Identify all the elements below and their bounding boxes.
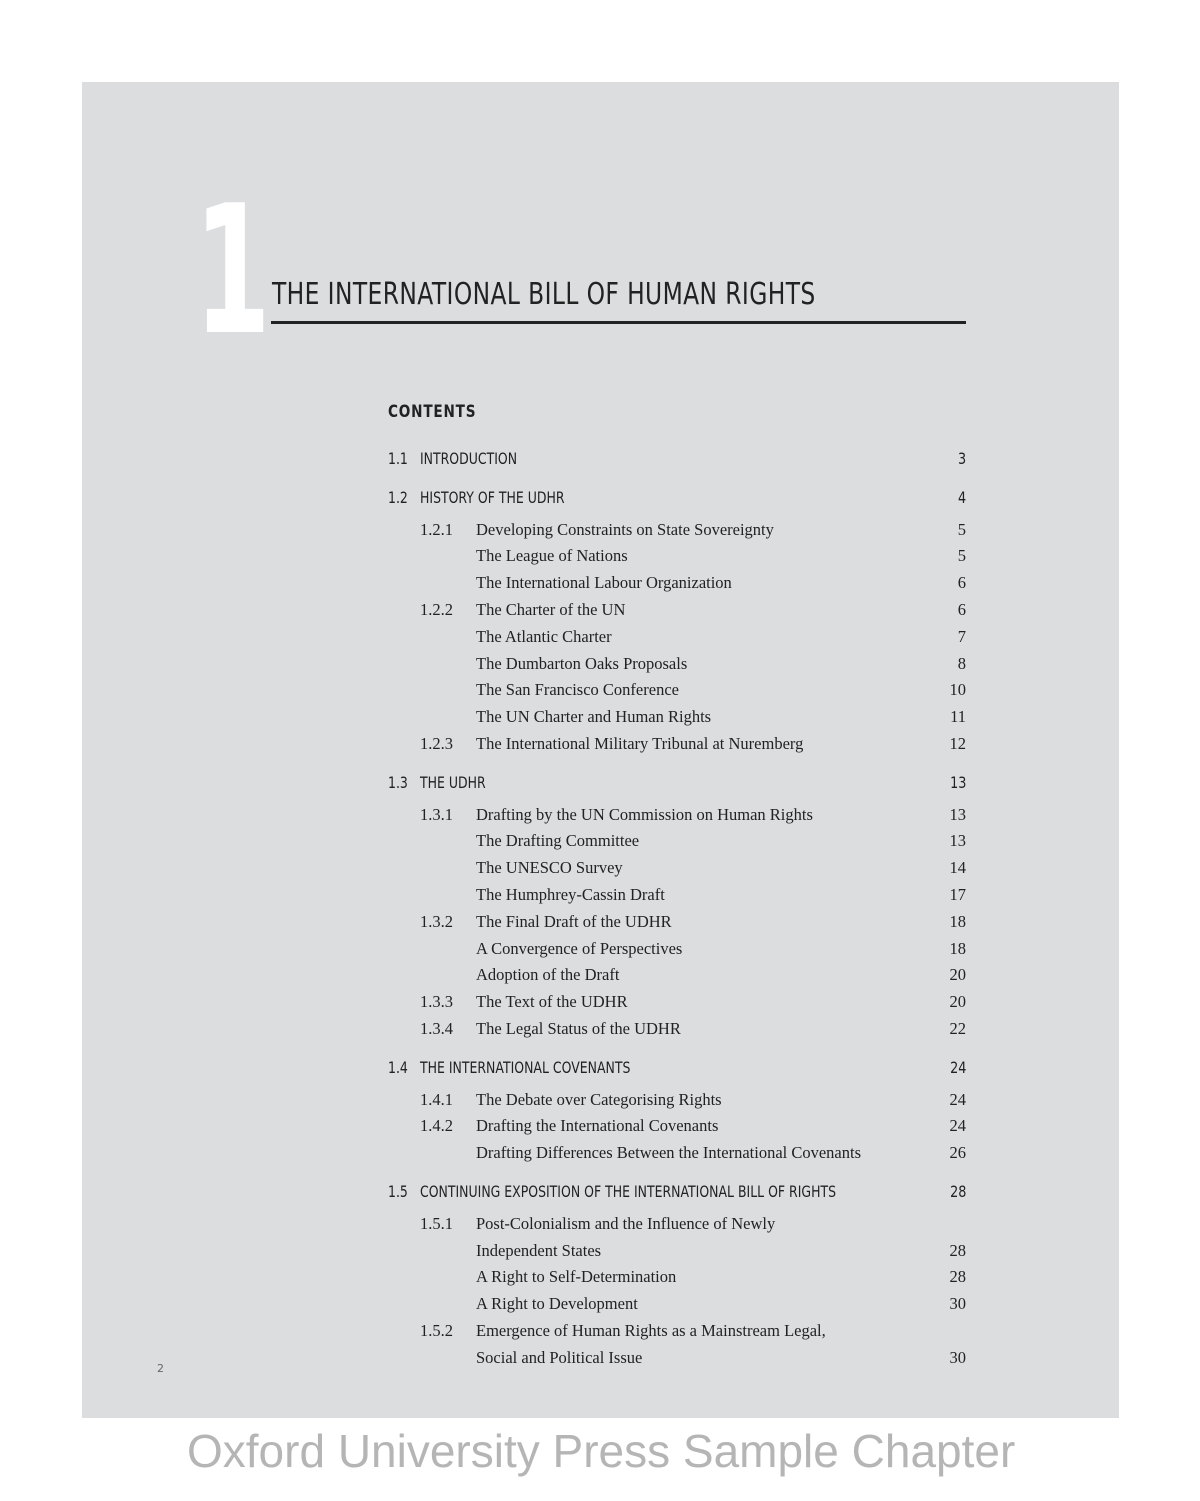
- toc-subsection-entry: [388, 1318, 966, 1345]
- entry-page: 6: [957, 599, 966, 619]
- entry-number: 1.4.1: [420, 1089, 453, 1109]
- entry-page: 30: [949, 1294, 966, 1314]
- toc-subsection-entry: [388, 624, 966, 651]
- entry-number: 1.3: [388, 772, 408, 792]
- entry-number: 1.3.4: [420, 1018, 453, 1038]
- toc-subsection-entry: [388, 543, 966, 570]
- toc-subsection-entry: [388, 651, 966, 678]
- entry-title: The International Military Tribunal at Nuremberg: [476, 733, 804, 753]
- entry-title: Drafting the International Covenants: [476, 1116, 719, 1136]
- toc-subsection-entry: [388, 597, 966, 624]
- entry-title: Drafting Differences Between the International Covenants: [476, 1143, 862, 1163]
- entry-title: Post-Colonialism and the Influence of Newly: [476, 1213, 776, 1233]
- entry-number: 1.5.1: [420, 1213, 453, 1233]
- entry-title: The San Francisco Conference: [476, 680, 679, 700]
- entry-page: 28: [949, 1267, 966, 1287]
- toc-section-entry: [388, 446, 966, 473]
- entry-number: 1.3.2: [420, 911, 453, 931]
- toc-subsection-entry: [388, 517, 966, 544]
- entry-number: 1.2.2: [420, 599, 453, 619]
- entry-number: 1.4.2: [420, 1116, 453, 1136]
- toc-subsection-entry: [388, 677, 966, 704]
- entry-page: 28: [949, 1240, 966, 1260]
- entry-number: 1.4: [388, 1057, 408, 1077]
- toc-subsection-entry: [388, 802, 966, 829]
- toc-section-entry: [388, 770, 966, 797]
- entry-page: 12: [949, 733, 966, 753]
- entry-page: 30: [949, 1347, 966, 1367]
- entry-title: Adoption of the Draft: [476, 965, 620, 985]
- toc-subsection-entry: [388, 1238, 966, 1265]
- entry-page: 3: [957, 449, 966, 468]
- entry-title: The Debate over Categorising Rights: [476, 1089, 722, 1109]
- toc-section-entry: [388, 1179, 966, 1206]
- toc-subsection-entry: [388, 1264, 966, 1291]
- entry-title: The Dumbarton Oaks Proposals: [476, 653, 688, 673]
- toc-subsection-entry: [388, 570, 966, 597]
- toc-subsection-entry: [388, 1016, 966, 1043]
- toc-subsection-entry: [388, 1211, 966, 1238]
- entry-title: A Convergence of Perspectives: [476, 938, 683, 958]
- toc-subsection-entry: [388, 704, 966, 731]
- entry-number: 1.3.1: [420, 804, 453, 824]
- entry-page: 6: [957, 573, 966, 593]
- toc-section-entry: [388, 485, 966, 512]
- entry-page: 24: [949, 1116, 966, 1136]
- title-rule: [271, 321, 966, 324]
- entry-page: 13: [949, 772, 966, 792]
- entry-page: 28: [949, 1181, 966, 1201]
- entry-title: A Right to Development: [476, 1294, 638, 1314]
- entry-page: 5: [957, 546, 966, 566]
- entry-title: The Atlantic Charter: [476, 626, 612, 646]
- entry-page: 13: [949, 831, 966, 851]
- toc-subsection-entry: [388, 962, 966, 989]
- entry-title: The International Labour Organization: [476, 573, 732, 593]
- entry-page: 14: [949, 858, 966, 878]
- toc-subsection-entry: [388, 1345, 966, 1372]
- entry-page: 7: [957, 626, 966, 646]
- entry-page: 26: [949, 1143, 966, 1163]
- contents-heading: CONTENTS: [388, 402, 477, 422]
- entry-title: A Right to Self-Determination: [476, 1267, 677, 1287]
- entry-number: 1.2: [388, 487, 408, 507]
- entry-title: THE INTERNATIONAL COVENANTS: [420, 1057, 631, 1077]
- entry-page: 5: [957, 519, 966, 539]
- entry-title: The Charter of the UN: [476, 599, 626, 619]
- toc-subsection-entry: [388, 882, 966, 909]
- toc-subsection-entry: [388, 731, 966, 758]
- table-of-contents: [388, 446, 966, 1372]
- chapter-title: THE INTERNATIONAL BILL OF HUMAN RIGHTS: [272, 277, 816, 312]
- toc-subsection-entry: [388, 855, 966, 882]
- entry-title: Emergence of Human Rights as a Mainstream Legal,: [476, 1320, 826, 1340]
- entry-page: 22: [949, 1018, 966, 1038]
- toc-subsection-entry: [388, 828, 966, 855]
- document-page: [82, 82, 1119, 1418]
- entry-title: The UN Charter and Human Rights: [476, 707, 712, 727]
- entry-title: INTRODUCTION: [420, 449, 518, 468]
- entry-title: The Final Draft of the UDHR: [476, 911, 672, 931]
- entry-title: Independent States: [476, 1240, 602, 1260]
- entry-title: Drafting by the UN Commission on Human Rights: [476, 804, 813, 824]
- entry-title: Social and Political Issue: [476, 1347, 643, 1367]
- entry-page: 18: [949, 911, 966, 931]
- toc-subsection-entry: [388, 909, 966, 936]
- entry-page: 4: [957, 487, 966, 507]
- entry-page: 10: [949, 680, 966, 700]
- toc-subsection-entry: [388, 989, 966, 1016]
- entry-title: The League of Nations: [476, 546, 628, 566]
- entry-title: HISTORY OF THE UDHR: [420, 487, 565, 507]
- entry-number: 1.5.2: [420, 1320, 453, 1340]
- entry-title: The Legal Status of the UDHR: [476, 1018, 681, 1038]
- toc-subsection-entry: [388, 936, 966, 963]
- page-number: 2: [157, 1362, 164, 1375]
- watermark: Oxford University Press Sample Chapter: [187, 1425, 1016, 1477]
- chapter-number: 1: [194, 167, 271, 374]
- toc-subsection-entry: [388, 1113, 966, 1140]
- entry-page: 8: [957, 653, 966, 673]
- entry-title: The Drafting Committee: [476, 831, 640, 851]
- entry-title: THE UDHR: [420, 772, 486, 792]
- toc-subsection-entry: [388, 1087, 966, 1114]
- entry-number: 1.3.3: [420, 992, 453, 1012]
- entry-title: Developing Constraints on State Sovereignty: [476, 519, 774, 539]
- entry-page: 20: [949, 992, 966, 1012]
- entry-number: 1.5: [388, 1181, 408, 1201]
- entry-page: 24: [949, 1057, 966, 1077]
- entry-page: 18: [949, 938, 966, 958]
- entry-page: 13: [949, 804, 966, 824]
- entry-title: The Humphrey-Cassin Draft: [476, 884, 665, 904]
- toc-subsection-entry: [388, 1140, 966, 1167]
- entry-number: 1.1: [388, 449, 408, 468]
- entry-page: 17: [949, 884, 966, 904]
- entry-title: CONTINUING EXPOSITION OF THE INTERNATIONAL BILL OF RIGHTS: [420, 1181, 837, 1201]
- entry-page: 11: [950, 707, 966, 727]
- entry-number: 1.2.3: [420, 733, 453, 753]
- toc-subsection-entry: [388, 1291, 966, 1318]
- entry-title: The Text of the UDHR: [476, 992, 628, 1012]
- entry-number: 1.2.1: [420, 519, 453, 539]
- entry-page: 20: [949, 965, 966, 985]
- entry-page: 24: [949, 1089, 966, 1109]
- entry-title: The UNESCO Survey: [476, 858, 623, 878]
- toc-section-entry: [388, 1055, 966, 1082]
